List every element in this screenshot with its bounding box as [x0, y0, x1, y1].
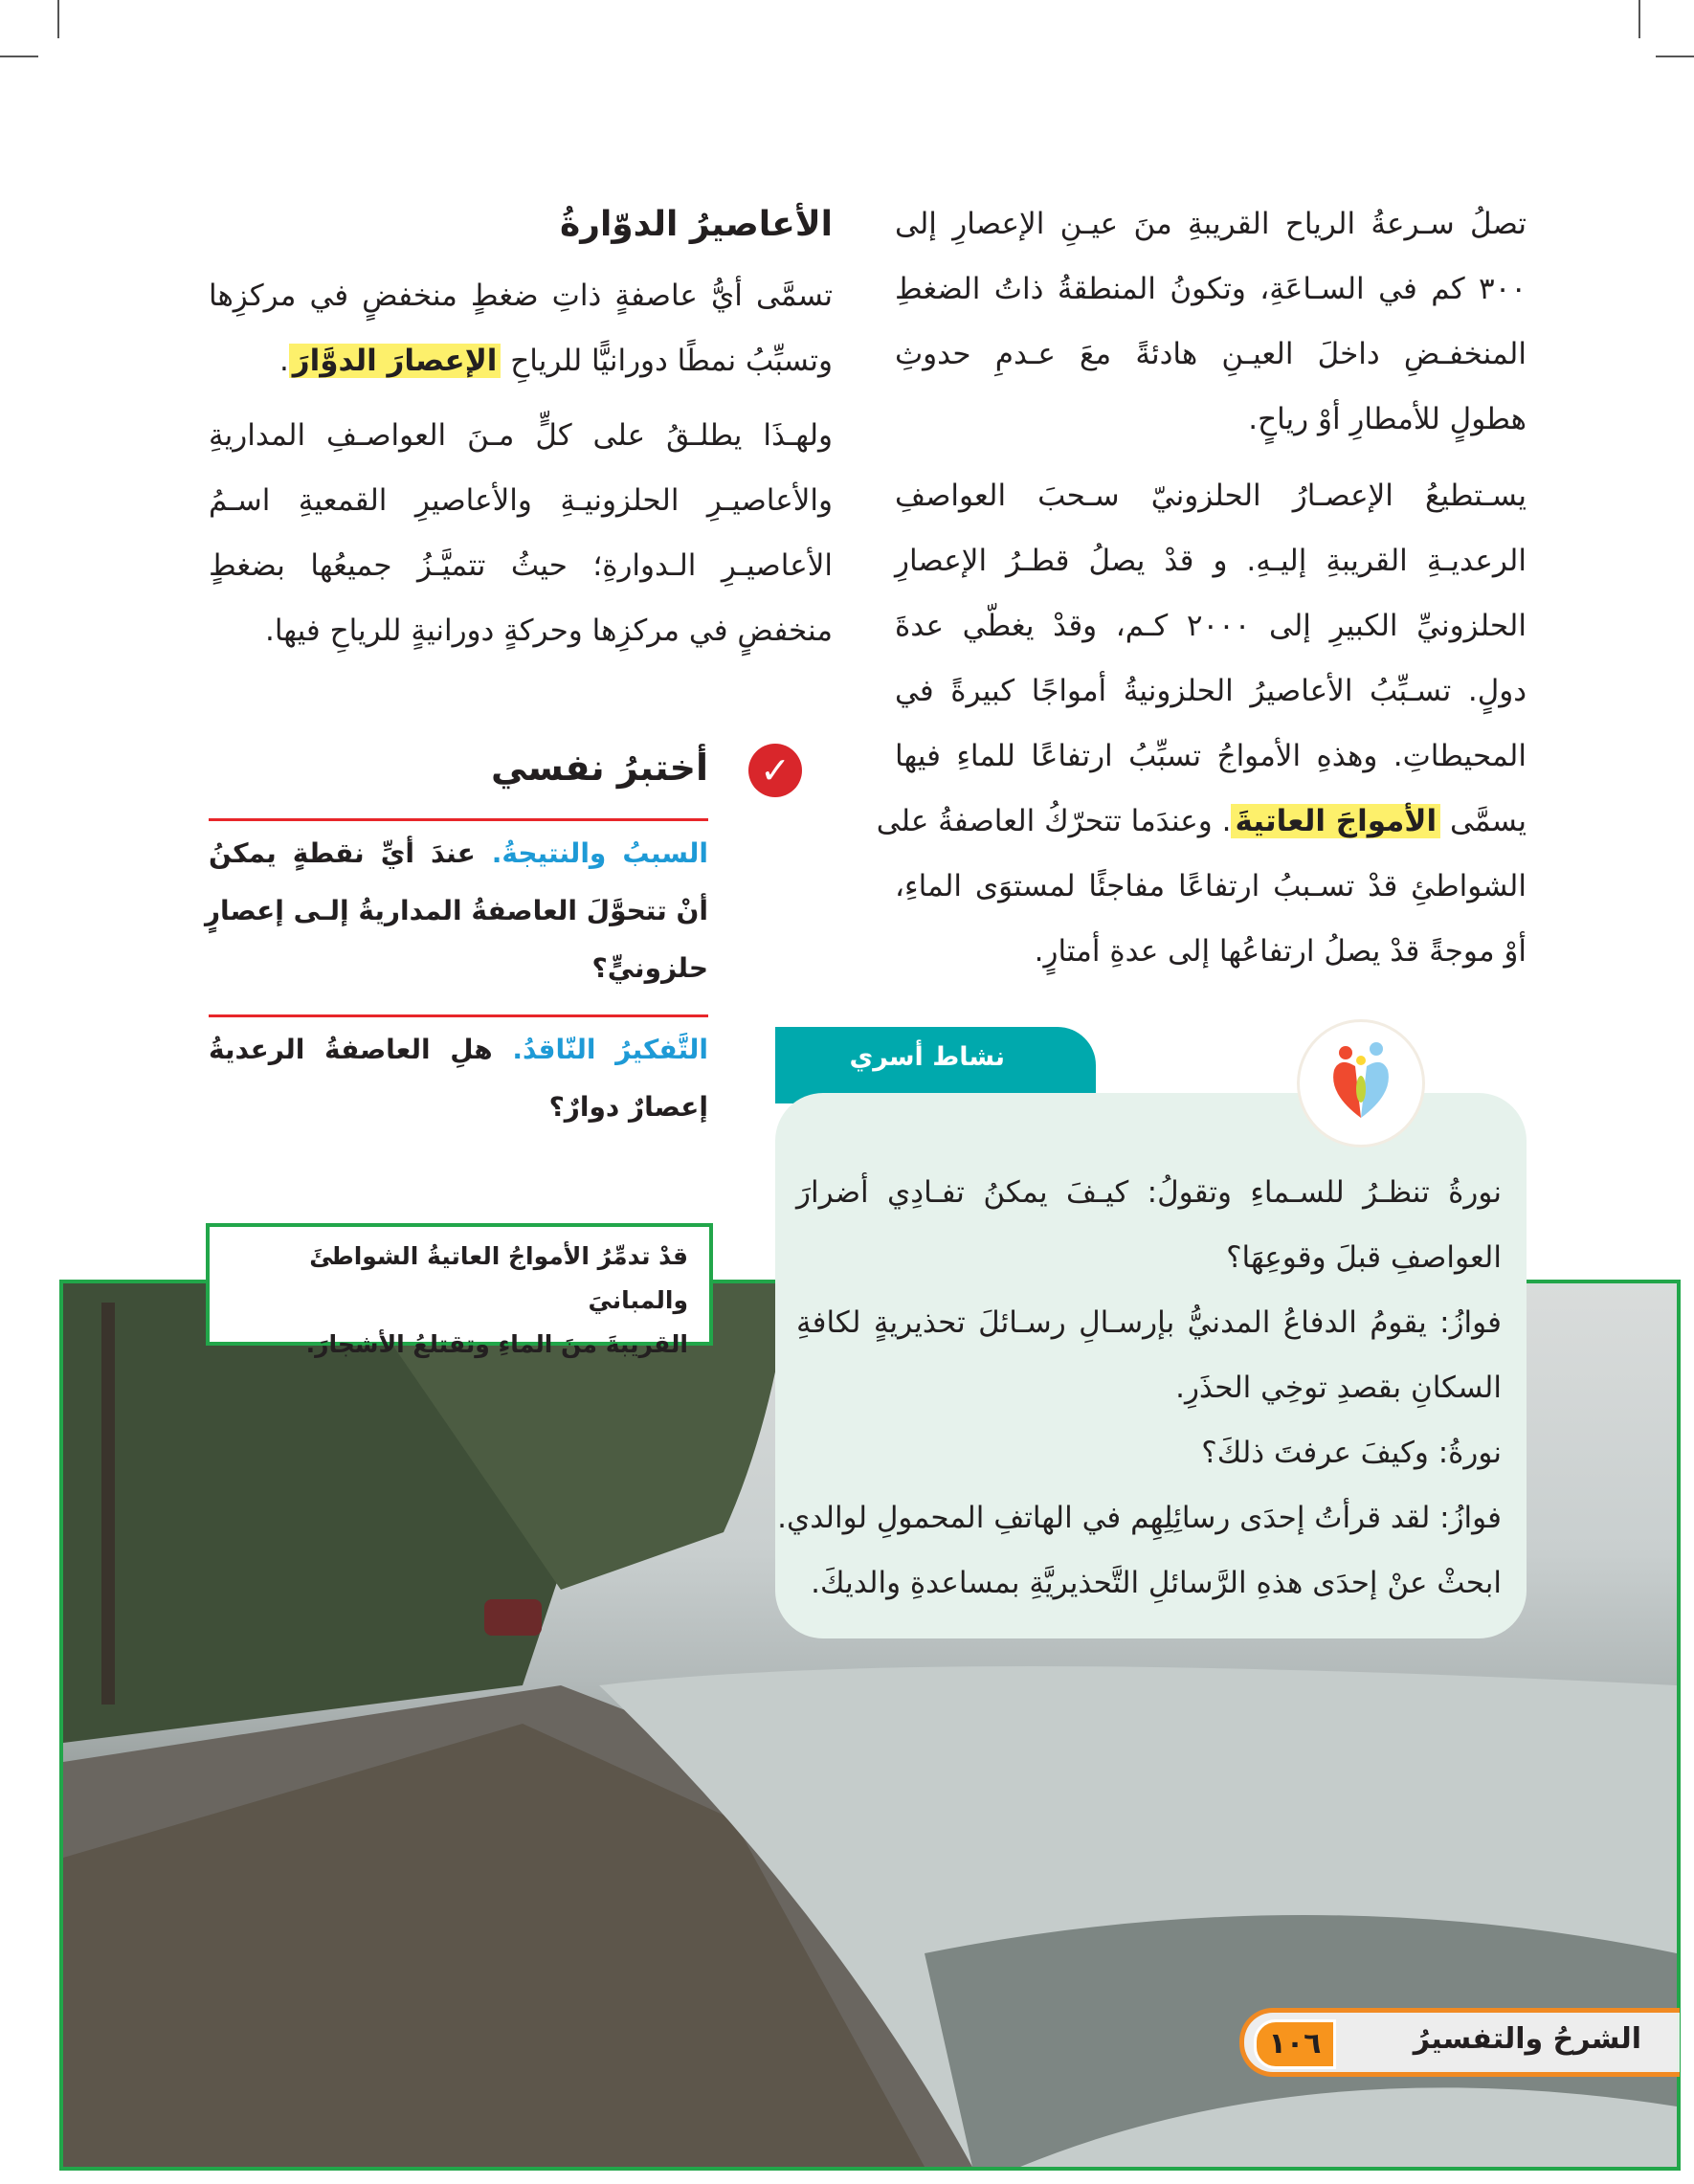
question-line: حلزونيٍّ؟ [591, 952, 708, 984]
family-heart-icon [1297, 1019, 1425, 1148]
crop-mark [1656, 56, 1694, 57]
right-column [876, 191, 1527, 984]
dialogue [777, 1160, 1502, 1616]
question-line: إعصارٌ دوارٌ؟ [548, 1091, 708, 1123]
text-line: تسمَّى أيُّ عاصفةٍ ذاتِ ضغطٍ منخفضٍ في مركزِها [209, 279, 833, 313]
text-line: دولٍ. تسـبِّبُ الأعاصيرُ الحلزونيةُ أمواجًا كبيرةً في [895, 674, 1527, 708]
dialogue-line: ابحثْ عنْ إحدَى هذهِ الرَّسائلِ التَّحذيريَّةِ بمساعدةِ والديكَ. [811, 1566, 1502, 1600]
text-line: الرعديـةِ القريبةِ إليـهِ. و قدْ يصلُ قطـرُ الإعصارِ [895, 544, 1527, 578]
divider [209, 818, 708, 821]
text-line: تصلُ سـرعةُ الرياح القريبةِ منَ عيـنِ الإعصارِ إلى [895, 207, 1527, 241]
dialogue-line: نورةُ تنظـرُ للسـماءِ وتقولُ: كيـفَ يمكنُ تفـادِي أضرارَ [796, 1175, 1502, 1210]
caption-line: قدْ تدمِّرُ الأمواجُ العاتيةُ الشواطئَ والمبانيَ [309, 1242, 688, 1314]
paragraph-2 [876, 463, 1527, 984]
left-column [209, 196, 833, 663]
section-heading: الأعاصيرُ الدوّارةُ [559, 205, 833, 244]
question-line [209, 1021, 708, 1079]
dialogue-line: فوازُ: يقومُ الدفاعُ المدنيُّ بإرسـالِ رسـائلَ تحذيريةٍ لكافةِ [796, 1305, 1502, 1340]
text-line [209, 328, 833, 393]
page-number: ١٠٦ [1254, 2019, 1336, 2069]
page-footer [1239, 2008, 1680, 2077]
question-label: السببُ والنتيجةُ. [491, 837, 709, 869]
crop-mark [0, 56, 38, 57]
family-activity-box [775, 1093, 1527, 1638]
crop-mark [57, 0, 59, 38]
dialogue-line: فوازُ: لقد قرأتُ إحدَى رسائِلِهِم في الهاتفِ المحمولِ لوالدي. [777, 1501, 1502, 1535]
text-line [876, 789, 1527, 854]
paragraph-1 [895, 191, 1527, 452]
dialogue-line: العواصفِ قبلَ وقوعِهَا؟ [1226, 1240, 1502, 1275]
text-line: هطولٍ للأمطارِ أوْ رياحٍ. [1248, 402, 1527, 436]
question-label: التَّفكيرُ النّاقدُ. [512, 1034, 708, 1065]
divider [209, 1014, 708, 1017]
crop-mark [1638, 0, 1640, 38]
text-line: المحيطاتِ. وهذهِ الأمواجُ تسبِّبُ ارتفاعًا للماءِ فيها [895, 739, 1527, 773]
tab-label: نشاط أسري [849, 1042, 1005, 1072]
text: . وعندَما تتحرّكُ العاصفةُ على [876, 804, 1232, 838]
highlighted-term: الأمواجَ العاتيةَ [1231, 804, 1440, 838]
text-line: يسـتطيعُ الإعصـارُ الحلزونيّ سـحبَ العواصفِ [895, 479, 1527, 513]
text: يسمَّى [1449, 804, 1527, 838]
question-1 [204, 825, 709, 997]
self-test-heading: أختبرُ نفسي [490, 747, 708, 789]
dialogue-line: نورةُ: وكيفَ عرفتَ ذلكَ؟ [1201, 1436, 1502, 1470]
paragraph [209, 403, 833, 663]
text: هلِ العاصفةُ الرعديةُ [209, 1034, 493, 1065]
text-line: ٣٠٠ كم في السـاعَةِ، وتكونُ المنطقةُ ذاتُ الضغطِ [895, 272, 1527, 306]
text-line: منخفضٍ في مركزِها وحركةٍ دورانيةٍ للرياحِ فيها. [264, 613, 833, 648]
self-test [209, 739, 708, 796]
text: . [279, 344, 289, 378]
text-line: الحلزونيِّ الكبيرِ إلى ٢٠٠٠ كـم، وقدْ يغطّي عدةَ [895, 609, 1527, 643]
text-line: الشواطئِ قدْ تسـببُ ارتفاعًا مفاجئًا لمستوَى الماءِ، [895, 869, 1527, 903]
text-line: أوْ موجةً قدْ يصلُ ارتفاعُها إلى عدةِ أمتارٍ. [1034, 934, 1527, 969]
text: وتسبِّبُ نمطًا دورانيًّا للرياحِ [510, 344, 833, 378]
section-name: الشرحُ والتفسيرُ [1413, 2022, 1641, 2056]
caption-line: القريبةَ منَ الماءِ وتقتلعُ الأشجارَ. [305, 1330, 688, 1358]
question-line: أنْ تتحوَّلَ العاصفةُ المداريةُ إلـى إعصارٍ [204, 895, 708, 926]
text: عندَ أيِّ نقطةٍ يمكنُ [209, 837, 476, 869]
pole [101, 1303, 115, 1705]
text-line: والأعاصيـرِ الحلزونيـةِ والأعاصيرِ القمعيةِ اسـمُ [209, 483, 833, 518]
highlighted-term: الإعصارَ الدوَّارَ [289, 344, 502, 378]
text-line: ولهـذَا يطلـقُ على كلٍّ مـنَ العواصـفِ المداريةِ [209, 418, 833, 453]
family-activity-tab [775, 1027, 1096, 1103]
dialogue-line: السكانِ بقصدِ توخِي الحذَرِ. [1175, 1371, 1502, 1405]
text-line: المنخفـضِ داخلَ العيـنِ هادئةً معَ عـدمِ حدوثِ [895, 337, 1527, 371]
question-2 [209, 1021, 708, 1136]
photo-caption [206, 1223, 713, 1358]
car [484, 1599, 542, 1636]
text-line: الأعاصيـرِ الـدوارةِ؛ حيثُ تتميَّـزُ جميعُها بضغطٍ [209, 548, 833, 583]
question-line [209, 825, 708, 882]
check-icon: ✓ [748, 744, 802, 797]
